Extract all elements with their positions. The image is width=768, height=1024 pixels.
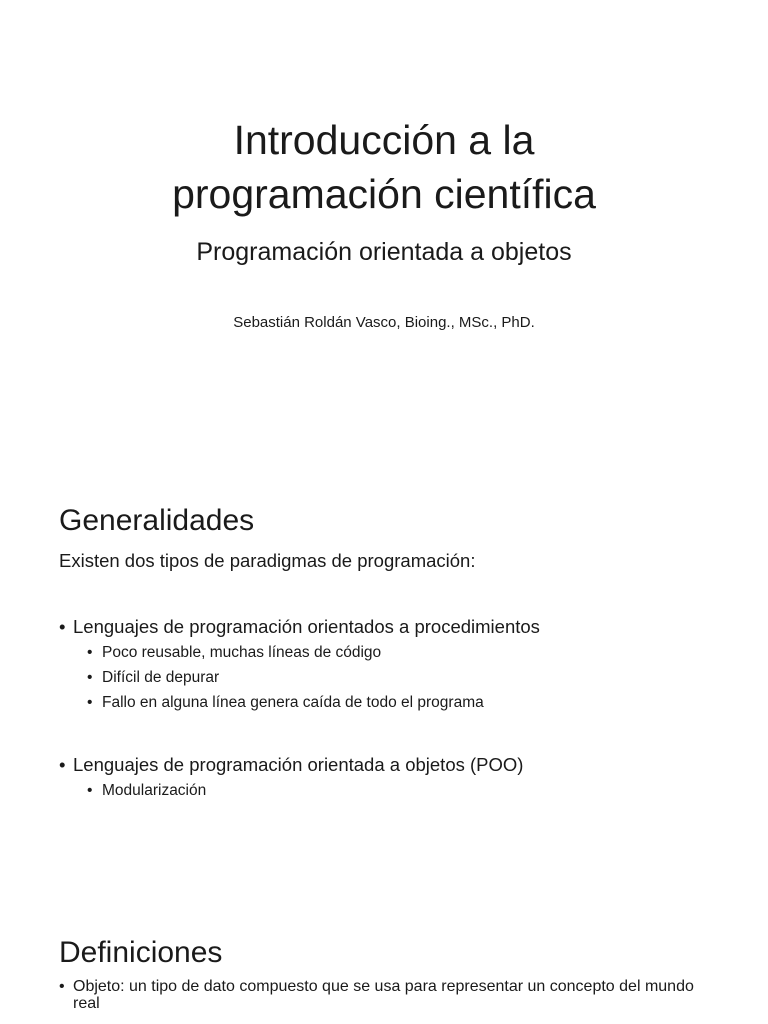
list-item — [59, 614, 728, 715]
slide-heading: Definiciones — [59, 935, 223, 969]
intro-text: Existen dos tipos de paradigmas de programación: — [59, 550, 476, 571]
sub-list-item: • Fallo en alguna línea genera caída de todo el programa — [87, 690, 728, 715]
presentation-title — [0, 113, 768, 221]
sub-list-item: • Modularización — [87, 778, 728, 803]
generalidades-slide — [0, 432, 768, 864]
presentation-subtitle: Programación orientada a objetos — [196, 238, 572, 266]
slide-heading: Generalidades — [59, 503, 255, 537]
title-line-2: programación científica — [172, 171, 596, 218]
bullet-text: Lenguajes de programación orientados a procedimientos — [73, 616, 540, 637]
title-line-1: Introducción a la — [233, 117, 535, 164]
list-item: • Objeto: un tipo de dato compuesto que se usa para representar un concepto del mundo real — [59, 978, 708, 1012]
bullet-list — [59, 614, 728, 715]
author-credit: Sebastián Roldán Vasco, Bioing., MSc., PhD. — [233, 314, 535, 331]
sub-list-item: • Difícil de depurar — [87, 665, 728, 690]
sub-bullet-list — [73, 778, 728, 803]
bullet-list — [59, 978, 708, 1012]
sub-bullet-list — [73, 640, 728, 715]
bullet-text: Lenguajes de programación orientada a objetos (POO) — [73, 754, 524, 775]
title-slide — [0, 0, 768, 432]
bullet-list — [59, 752, 728, 803]
list-item — [59, 752, 728, 803]
sub-list-item: • Poco reusable, muchas líneas de código — [87, 640, 728, 665]
definiciones-slide — [0, 864, 768, 1024]
